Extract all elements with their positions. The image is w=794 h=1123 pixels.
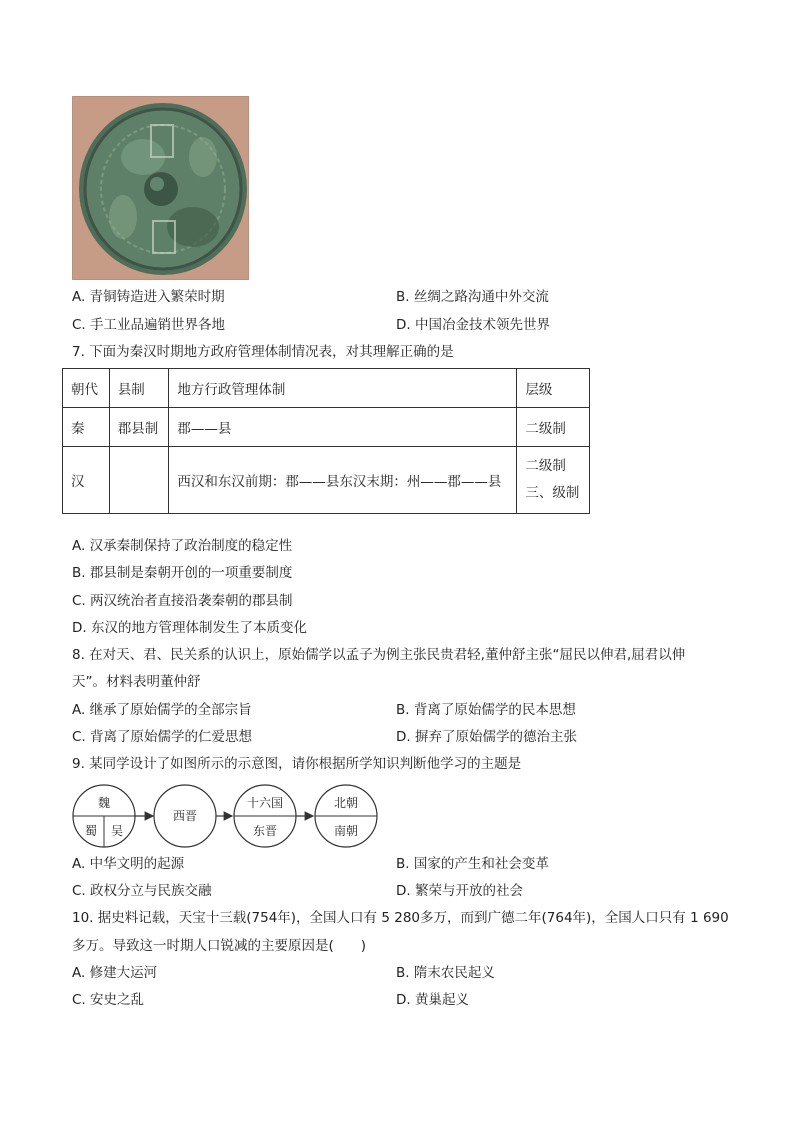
q8-option-b: B. 背离了原始儒学的民本思想 bbox=[396, 702, 576, 718]
q7-option-d: D. 东汉的地方管理体制发生了本质变化 bbox=[72, 620, 307, 636]
table-cell-line: 三、级制 bbox=[525, 485, 580, 501]
q8-option-c: C. 背离了原始儒学的仁爱思想 bbox=[72, 729, 253, 745]
bronze-mirror-image bbox=[73, 97, 249, 280]
table-cell: 郡县制 bbox=[109, 408, 169, 447]
q6-option-d: D. 中国冶金技术领先世界 bbox=[396, 317, 550, 333]
diagram-label-16kingdoms: 十六国 bbox=[246, 796, 284, 810]
table-header-cell: 县制 bbox=[109, 369, 169, 408]
q9-diagram bbox=[70, 783, 380, 849]
q10-option-d: D. 黄巢起义 bbox=[396, 992, 469, 1008]
q10-option-b: B. 隋末农民起义 bbox=[396, 965, 495, 981]
table-header-cell: 层级 bbox=[517, 369, 590, 408]
q8-option-d: D. 摒弃了原始儒学的德治主张 bbox=[396, 729, 577, 745]
q9-stem: 9. 某同学设计了如图所示的示意图，请你根据所学知识判断他学习的主题是 bbox=[72, 756, 522, 772]
table-header-row bbox=[63, 369, 590, 408]
q6-option-a: A. 青铜铸造进入繁荣时期 bbox=[72, 289, 225, 305]
q8-stem-line2: 天”。材料表明董仲舒 bbox=[72, 674, 201, 690]
table-row bbox=[63, 447, 590, 514]
q9-option-c: C. 政权分立与民族交融 bbox=[72, 883, 212, 899]
diagram-label-beichao: 北朝 bbox=[333, 796, 359, 810]
q7-stem: 7. 下面为秦汉时期地方政府管理体制情况表，对其理解正确的是 bbox=[72, 344, 454, 360]
diagram-label-dongjin: 东晋 bbox=[252, 824, 278, 838]
q9-option-b: B. 国家的产生和社会变革 bbox=[396, 856, 549, 872]
table-cell: 汉 bbox=[63, 447, 110, 514]
table-cell bbox=[109, 447, 169, 514]
table-cell: 二级制 bbox=[517, 408, 590, 447]
q6-option-b: B. 丝绸之路沟通中外交流 bbox=[396, 289, 549, 305]
q6-option-c: C. 手工业品遍销世界各地 bbox=[72, 317, 226, 333]
bronze-mirror-photo bbox=[72, 96, 249, 280]
table-cell-levels bbox=[517, 447, 590, 514]
q7-table bbox=[62, 368, 590, 514]
table-cell: 西汉和东汉前期：郡——县东汉末期：州——郡——县 bbox=[169, 447, 517, 514]
table-header-cell: 地方行政管理体制 bbox=[169, 369, 517, 408]
diagram-label-xijin: 西晋 bbox=[172, 809, 198, 823]
q10-stem-line1: 10. 据史料记载，天宝十三载(754年)，全国人口有 5 280多万，而到广德二年(764年)，全国人口只有 1 690 bbox=[72, 910, 729, 926]
diagram-label-nanchao: 南朝 bbox=[333, 824, 359, 838]
table-cell-line: 二级制 bbox=[525, 458, 566, 474]
q10-option-a: A. 修建大运河 bbox=[72, 965, 158, 981]
table-cell: 郡——县 bbox=[169, 408, 517, 447]
q10-option-c: C. 安史之乱 bbox=[72, 992, 145, 1008]
q9-option-d: D. 繁荣与开放的社会 bbox=[396, 883, 523, 899]
q10-stem-line2: 多万。导致这一时期人口锐减的主要原因是( ) bbox=[72, 938, 367, 954]
diagram-label-wu: 吴 bbox=[110, 824, 124, 838]
table-cell: 秦 bbox=[63, 408, 110, 447]
table-header-cell: 朝代 bbox=[63, 369, 110, 408]
q7-option-b: B. 郡县制是秦朝开创的一项重要制度 bbox=[72, 565, 293, 581]
q7-option-a: A. 汉承秦制保持了政治制度的稳定性 bbox=[72, 538, 293, 554]
table-row bbox=[63, 408, 590, 447]
q9-option-a: A. 中华文明的起源 bbox=[72, 856, 185, 872]
diagram-label-wei: 魏 bbox=[97, 796, 111, 810]
q8-stem-line1: 8. 在对天、君、民关系的认识上，原始儒学以孟子为例主张民贵君轻,董仲舒主张“屈民以伸君,屈君以伸 bbox=[72, 647, 686, 663]
q7-option-c: C. 两汉统治者直接沿袭秦朝的郡县制 bbox=[72, 593, 293, 609]
diagram-label-shu: 蜀 bbox=[84, 824, 98, 838]
q8-option-a: A. 继承了原始儒学的全部宗旨 bbox=[72, 702, 252, 718]
